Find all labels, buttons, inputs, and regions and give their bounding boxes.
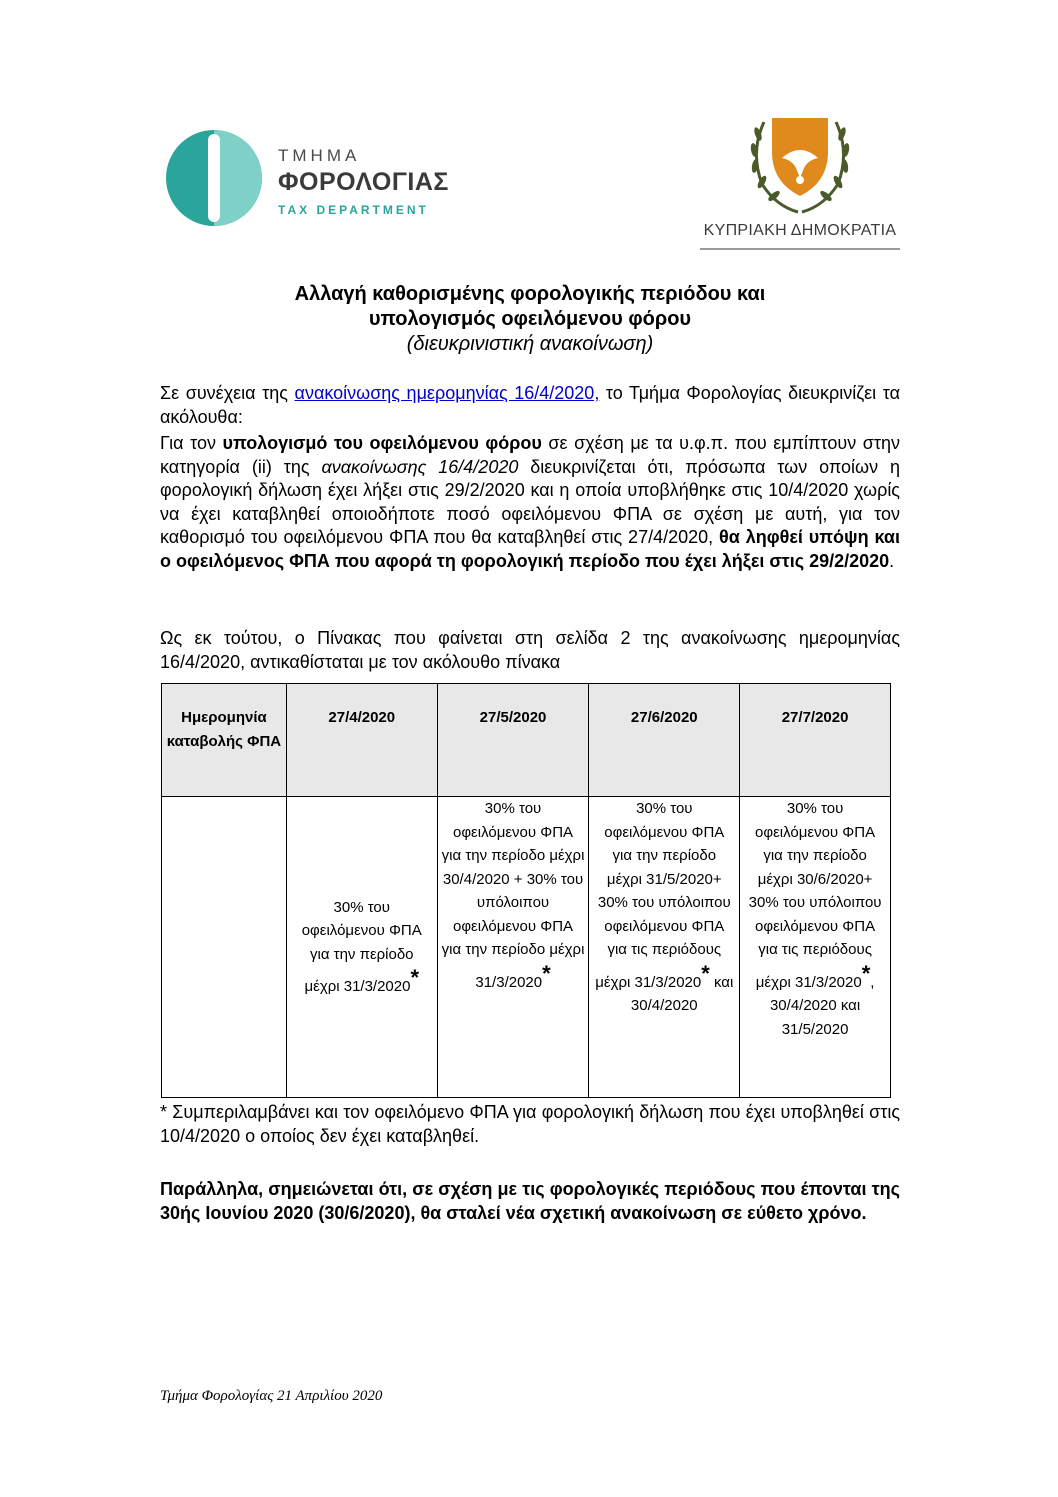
title-line2: υπολογισμός οφειλόμενου φόρου <box>368 308 692 330</box>
clar-text-4: . <box>889 550 895 571</box>
cell-1-text: 30% του οφειλόμενου ΦΠΑ για την περίοδο μέχρι 31/3/2020 <box>301 898 422 995</box>
clar-text-2: σε σχέση με τα υ.φ.π. που εμπίπτουν στην κατηγορία (ii) της <box>160 433 900 477</box>
cyprus-logo-underline <box>700 248 900 250</box>
cyprus-emblem-icon <box>742 112 858 218</box>
vat-payment-table <box>161 683 891 1098</box>
closing-paragraph: Παράλληλα, σημειώνεται ότι, σε σχέση με τις φορολογικές περιόδους που έπονται της 30ής Ιουνίου 2020 (30/6/2020), θα σταλεί νέα σχετική ανακοίνωση σε εύθετο χρόνο. <box>160 1179 900 1223</box>
cell-3-text: 30% του οφειλόμενου ΦΠΑ για την περίοδο μέχρι 31/5/2020+ 30% του υπόλοιπου οφειλόμενου ΦΠΑ για τις περιόδους μέχρι 31/3/2020 <box>595 800 731 991</box>
asterisk-mark: * <box>701 960 710 986</box>
table-cell-4 <box>740 797 891 1098</box>
tax-logo-icon <box>164 128 264 228</box>
tax-department-logo <box>164 128 464 228</box>
footnote: * Συμπεριλαμβάνει και τον οφειλόμενο ΦΠΑ για φορολογική δήλωση που έχει υποβληθεί στις 10/4/2020 ο οποίος δεν έχει καταβληθεί. <box>160 1102 900 1146</box>
table-cell-2 <box>437 797 589 1098</box>
asterisk-mark: * <box>542 960 551 986</box>
table-cell-1 <box>286 797 437 1098</box>
tax-logo-line3: TAX DEPARTMENT <box>278 203 429 217</box>
clar-bold-1: υπολογισμό του οφειλόμενου φόρου <box>222 433 542 453</box>
tax-logo-line1: ΤΜΗΜΑ <box>278 146 361 165</box>
cyprus-logo-text: ΚΥΠΡΙΑΚΗ ΔΗΜΟΚΡΑΤΙΑ <box>703 222 897 239</box>
table-row <box>162 797 891 1098</box>
intro-text-pre: Σε συνέχεια της <box>160 383 295 403</box>
cell-2-text: 30% του οφειλόμενου ΦΠΑ για την περίοδο μέχρι 30/4/2020 + 30% του υπόλοιπου οφειλόμενου ΦΠΑ για την περίοδο μέχρι 31/3/2020 <box>441 800 585 991</box>
announcement-link[interactable]: ανακοίνωσης ημερομηνίας 16/4/2020, <box>294 383 600 403</box>
clar-text-3: διευκρινίζεται ότι, πρόσωπα των οποίων η φορολογική δήλωση έχει λήξει στις 29/2/2020 και η οποία υποβλήθηκε στις 10/4/2020 χωρίς να έχει καταβληθεί οποιοδήποτε ποσό οφειλόμενου ΦΠΑ σε σχέση με αυτή, για τον καθορισμό του οφειλόμενου ΦΠΑ που θα καταβληθεί στις 27/4/2020, <box>160 456 900 547</box>
header-date-3: 27/6/2020 <box>589 684 740 797</box>
header-date-4: 27/7/2020 <box>740 684 891 797</box>
cyprus-republic-logo <box>700 112 900 252</box>
table-header-row <box>162 684 891 797</box>
table-intro-paragraph: Ως εκ τούτου, ο Πίνακας που φαίνεται στη σελίδα 2 της ανακοίνωσης ημερομηνίας 16/4/2020, αντικαθίσταται με τον ακόλουθο πίνακα <box>160 628 900 672</box>
title-subtitle: (διευκρινιστική ανακοίνωση) <box>406 333 654 355</box>
asterisk-mark: * <box>410 965 420 990</box>
header-date-1: 27/4/2020 <box>286 684 437 797</box>
page-footer: Τμήμα Φορολογίας 21 Απριλίου 2020 <box>160 1388 383 1404</box>
cell-4-text: 30% του οφειλόμενου ΦΠΑ για την περίοδο μέχρι 30/6/2020+ 30% του υπόλοιπου οφειλόμενου ΦΠΑ για τις περιόδους μέχρι 31/3/2020 <box>748 800 882 991</box>
tax-logo-line2: ΦΟΡΟΛΟΓΙΑΣ <box>278 168 449 196</box>
clar-text-1: Για τον <box>160 433 223 453</box>
clar-bold-2: θα ληφθεί υπόψη και ο οφειλόμενος ΦΠΑ που αφορά τη φορολογική περίοδο που έχει λήξει στις 29/2/2020 <box>160 527 900 571</box>
intro-text-post: το Τμήμα Φορολογίας διευκρινίζει τα ακόλουθα: <box>160 383 901 427</box>
clar-italic-1: ανακοίνωσης 16/4/2020 <box>321 456 519 477</box>
header-date-2: 27/5/2020 <box>437 684 589 797</box>
table-cell-3 <box>589 797 740 1098</box>
header-label-cell: Ημερομηνία καταβολής ΦΠΑ <box>162 684 287 797</box>
cell-3-text-end: και 30/4/2020 <box>630 973 734 1014</box>
title-line1: Αλλαγή καθορισμένης φορολογικής περιόδου και <box>294 283 766 305</box>
clarification-paragraph <box>160 432 900 573</box>
document-title <box>160 282 900 357</box>
asterisk-mark: * <box>861 960 871 986</box>
empty-label-cell <box>162 797 287 1098</box>
cell-4-text-end: , 30/4/2020 και 31/5/2020 <box>769 973 875 1038</box>
intro-paragraph <box>160 382 900 429</box>
